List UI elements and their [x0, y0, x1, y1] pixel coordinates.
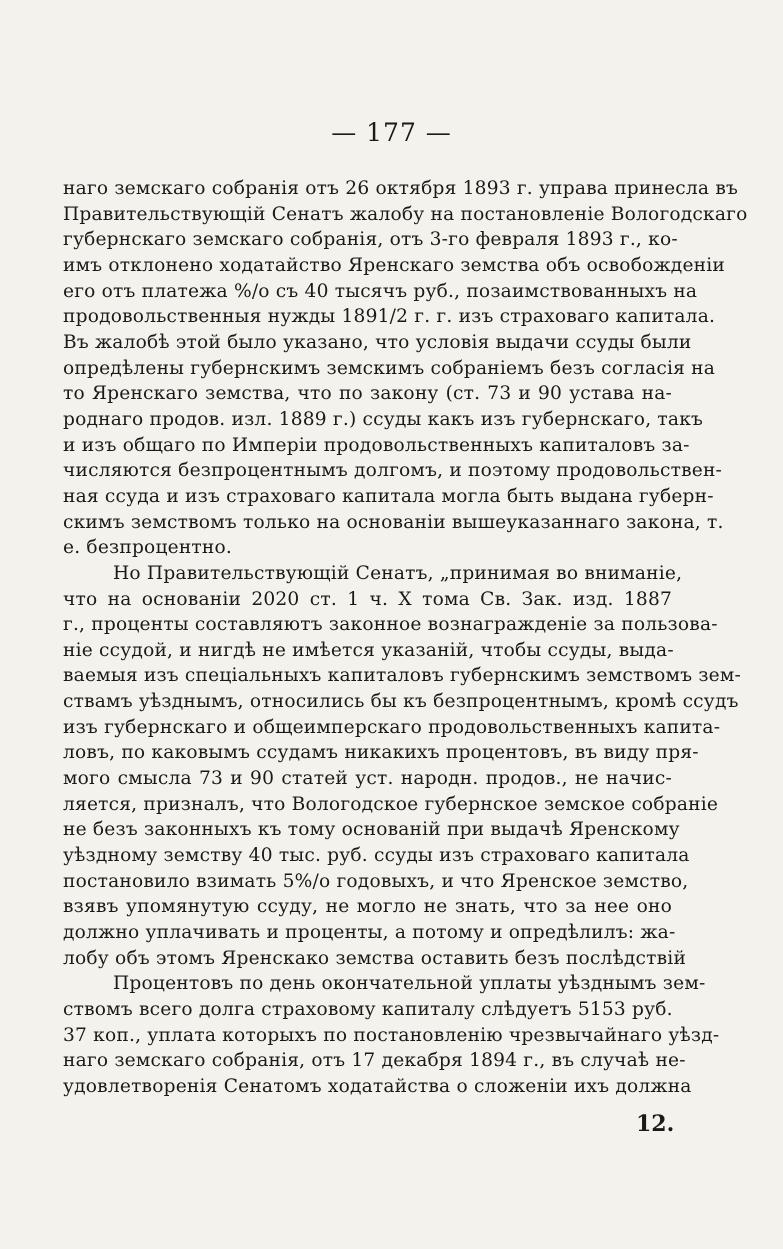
text-line: удовлетворенія Сенатомъ ходатайства о сложеніи ихъ должна: [63, 1075, 692, 1097]
page-number: — 177 —: [331, 118, 452, 147]
text-line: должно уплачивать и проценты, а потому и опредѣлилъ: жа-: [63, 922, 676, 944]
text-line: г., проценты составляютъ законное вознагражденіе за пользова-: [63, 614, 718, 636]
text-line: наго земскаго собранія отъ 26 октября 1893 г. управа принесла въ: [63, 178, 739, 199]
text-line: и изъ общаго по Имперіи продовольственныхъ капиталовъ за-: [63, 434, 690, 456]
text-line: ствомъ всего долга страховому капиталу слѣдуетъ 5153 руб.: [63, 999, 673, 1020]
text-line: роднаго продов. изл. 1889 г.) ссуды какъ изъ губернскаго, такъ: [63, 408, 704, 430]
signature-mark: 12.: [636, 1111, 675, 1137]
text-line: ніе ссудой, и нигдѣ не имѣется указаній, чтобы ссуды, выда-: [63, 639, 674, 661]
text-line: не безъ законныхъ къ тому основаній при выдачѣ Яренскому: [63, 819, 680, 841]
text-line: Правительствующій Сенатъ жалобу на постановленіе Вологодскаго: [63, 203, 748, 225]
text-line: Но Правительствующій Сенатъ, „принимая во вниманіе,: [113, 562, 683, 584]
text-line: его отъ платежа %/о съ 40 тысячъ руб., позаимствованныхъ на: [63, 280, 698, 302]
text-line: опредѣлены губернскимъ земскимъ собраніемъ безъ согласія на: [63, 357, 716, 379]
text-line: то Яренскаго земства, что по закону (ст. 73 и 90 устава на-: [63, 383, 672, 405]
text-line: скимъ земствомъ только на основаніи вышеуказаннаго закона, т.: [63, 511, 724, 533]
text-line: продовольственныя нужды 1891/2 г. г. изъ страховаго капитала.: [63, 306, 716, 328]
text-line: наго земскаго собранія, отъ 17 декабря 1894 г., въ случаѣ не-: [63, 1050, 686, 1072]
text-line: ловъ, по каковымъ ссудамъ никакихъ процентовъ, въ виду пря-: [63, 742, 699, 764]
text-line: изъ губернскаго и общеимперскаго продовольственныхъ капита-: [63, 716, 721, 738]
page-body-text: [63, 176, 748, 1100]
text-line: лобу объ этомъ Яренскако земства оставить безъ послѣдствій: [63, 947, 687, 969]
text-line: числяются безпроцентнымъ долгомъ, и поэтому продовольствен-: [63, 460, 723, 482]
text-line: ваемыя изъ спеціальныхъ капиталовъ губернскимъ земствомъ зем-: [63, 665, 742, 687]
text-line: взявъ упомянутую ссуду, не могло не знать, что за нее оно: [63, 896, 672, 918]
text-line: е. безпроцентно.: [63, 537, 232, 559]
text-line: постановило взимать 5%/о годовыхъ, и что Яренское земство,: [63, 870, 689, 892]
text-line: губернскаго земскаго собранія, отъ 3-го февраля 1893 г., ко-: [63, 229, 678, 251]
text-line: Въ жалобѣ этой было указано, что условія выдачи ссуды были: [63, 331, 692, 353]
text-line: ная ссуда и изъ страховаго капитала могла быть выдана губерн-: [63, 485, 714, 507]
text-line: имъ отклонено ходатайство Яренскаго земства объ освобожденіи: [63, 254, 725, 276]
text-line: что на основаніи 2020 ст. 1 ч. X тома Св. Зак. изд. 1887: [63, 588, 672, 610]
text-line: 37 коп., уплата которыхъ по постановленію чрезвычайнаго уѣзд-: [63, 1024, 720, 1046]
text-line: Процентовъ по день окончательной уплаты уѣзднымъ зем-: [113, 973, 706, 995]
text-line: мого смысла 73 и 90 статей уст. народн. продов., не начис-: [63, 768, 672, 790]
text-line: уѣздному земству 40 тыс. руб. ссуды изъ страховаго капитала: [63, 845, 690, 867]
text-line: ляется, призналъ, что Вологодское губернское земское собраніе: [63, 793, 719, 815]
text-line: ствамъ уѣзднымъ, относились бы къ безпроцентнымъ, кромѣ ссудъ: [63, 691, 739, 713]
